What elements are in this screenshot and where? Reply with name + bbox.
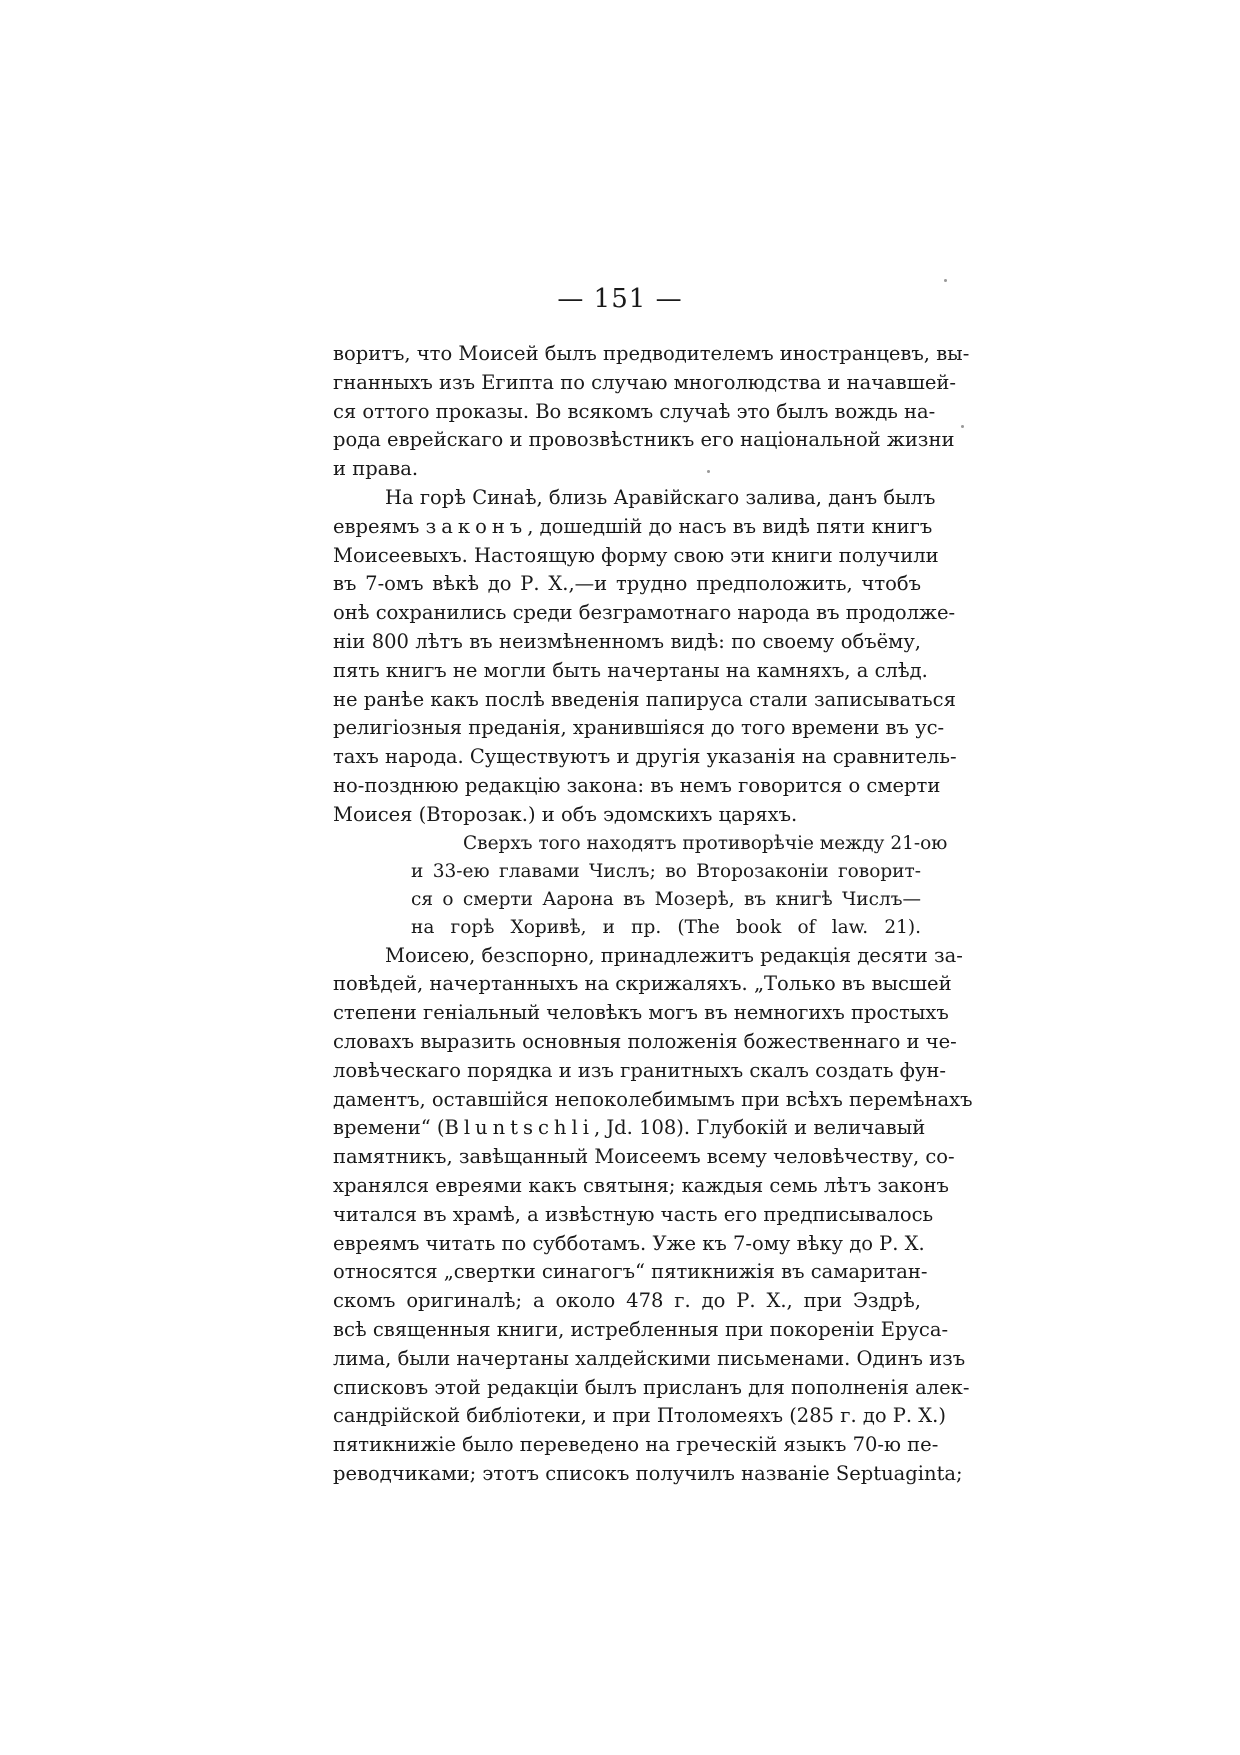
paragraph-2 bbox=[333, 484, 957, 830]
text-line: не ранѣе какъ послѣ введенія папируса стали записываться bbox=[333, 687, 956, 711]
text-line: ся о смерти Аарона въ Мозерѣ, въ книгѣ Числъ— bbox=[411, 888, 921, 910]
text-line: ловѣческаго порядка и изъ гранитныхъ скалъ создать фун- bbox=[333, 1058, 946, 1082]
page-body bbox=[333, 340, 973, 1489]
text-line bbox=[333, 1114, 926, 1143]
text-line: лима, были начертаны халдейскими письменами. Одинъ изъ bbox=[333, 1346, 966, 1370]
paragraph-3 bbox=[333, 942, 973, 1489]
text-line: воритъ, что Моисей былъ предводителемъ иностранцевъ, вы- bbox=[333, 342, 970, 365]
text-line: Сверхъ того находятъ противорѣчіе между 21-ою bbox=[463, 832, 948, 854]
text-line: списковъ этой редакціи былъ присланъ для пополненія алек- bbox=[333, 1375, 970, 1399]
text-line: Моисея (Второзак.) и объ эдомскихъ царяхъ. bbox=[333, 802, 798, 826]
text-line: пять книгъ не могли быть начертаны на камняхъ, а слѣд. bbox=[333, 658, 928, 682]
text-line: и 33-ею главами Числъ; во Второзаконіи говорит- bbox=[411, 860, 921, 882]
text-line: повѣдей, начертанныхъ на скрижаляхъ. „Только въ высшей bbox=[333, 972, 952, 996]
footnote-paragraph bbox=[411, 830, 948, 942]
text-line: но-позднюю редакцію закона: въ немъ говорится о смерти bbox=[333, 773, 941, 797]
text-line: даментъ, оставшійся непоколебимымъ при всѣхъ перемѣнахъ bbox=[333, 1087, 973, 1111]
text-line: степени геніальный человѣкъ могъ въ немногихъ простыхъ bbox=[333, 1001, 949, 1025]
text-fragment: евреямъ bbox=[333, 514, 420, 538]
text-line: и права. bbox=[333, 457, 419, 481]
text-line: онѣ сохранились среди безграмотнаго народа въ продолже- bbox=[333, 601, 956, 625]
text-line: въ 7-омъ вѣкѣ до Р. Х.,—и трудно предположить, чтобъ bbox=[333, 572, 921, 596]
text-line bbox=[333, 513, 933, 542]
text-line: ніи 800 лѣтъ въ неизмѣненномъ видѣ: по своему объёму, bbox=[333, 629, 921, 653]
text-line: читался въ храмѣ, а извѣстную часть его предписывалось bbox=[333, 1202, 934, 1226]
text-line: пятикнижіе было переведено на греческій языкъ 70-ю пе- bbox=[333, 1433, 939, 1457]
text-line: ся оттого проказы. Во всякомъ случаѣ это былъ вождь на- bbox=[333, 399, 936, 423]
emphasized-word: законъ bbox=[425, 514, 528, 538]
text-line: евреямъ читать по субботамъ. Уже къ 7-ому вѣку до Р. Х. bbox=[333, 1231, 925, 1255]
text-line: На горѣ Синаѣ, близь Аравійскаго залива, данъ былъ bbox=[385, 485, 936, 509]
text-fragment: , дошедшій до насъ въ видѣ пяти книгъ bbox=[527, 514, 933, 538]
text-line: всѣ священныя книги, истребленныя при покореніи Еруса- bbox=[333, 1317, 949, 1341]
author-citation: Bluntschli bbox=[444, 1116, 594, 1140]
text-fragment: времени“ ( bbox=[333, 1116, 445, 1140]
text-line: хранялся евреями какъ святыня; каждыя семь лѣтъ законъ bbox=[333, 1173, 949, 1197]
text-line: гнанныхъ изъ Египта по случаю многолюдства и начавшей- bbox=[333, 370, 956, 394]
text-line: на горѣ Хоривѣ, и пр. (The book of law. 21). bbox=[411, 916, 921, 938]
text-line: религіозныя преданія, хранившіяся до того времени въ ус- bbox=[333, 716, 945, 740]
text-line: сандрійской библіотеки, и при Птоломеяхъ (285 г. до Р. Х.) bbox=[333, 1404, 946, 1428]
text-line: реводчиками; этотъ списокъ получилъ названіе Septuaginta; bbox=[333, 1461, 963, 1485]
text-fragment: , Jd. 108). Глубокій и величавый bbox=[593, 1116, 926, 1140]
text-line: памятникъ, завѣщанный Моисеемъ всему человѣчеству, со- bbox=[333, 1145, 955, 1169]
text-line: относятся „свертки синагогъ“ пятикнижія въ самаритан- bbox=[333, 1260, 928, 1284]
scan-speck bbox=[707, 470, 710, 473]
text-line: скомъ оригиналѣ; а около 478 г. до Р. Х., при Эздрѣ, bbox=[333, 1289, 921, 1313]
text-line: Моисеевыхъ. Настоящую форму свою эти книги получили bbox=[333, 543, 939, 567]
page-number: — 151 — bbox=[557, 284, 683, 314]
scan-speck bbox=[961, 425, 964, 428]
paragraph-1 bbox=[333, 340, 970, 484]
text-line: тахъ народа. Существуютъ и другія указанія на сравнитель- bbox=[333, 745, 957, 769]
text-line: Моисею, безспорно, принадлежитъ редакція десяти за- bbox=[385, 943, 963, 967]
text-line: словахъ выразить основныя положенія божественнаго и че- bbox=[333, 1029, 957, 1053]
scan-speck bbox=[944, 279, 947, 282]
text-line: рода еврейскаго и провозвѣстникъ его національной жизни bbox=[333, 428, 955, 452]
